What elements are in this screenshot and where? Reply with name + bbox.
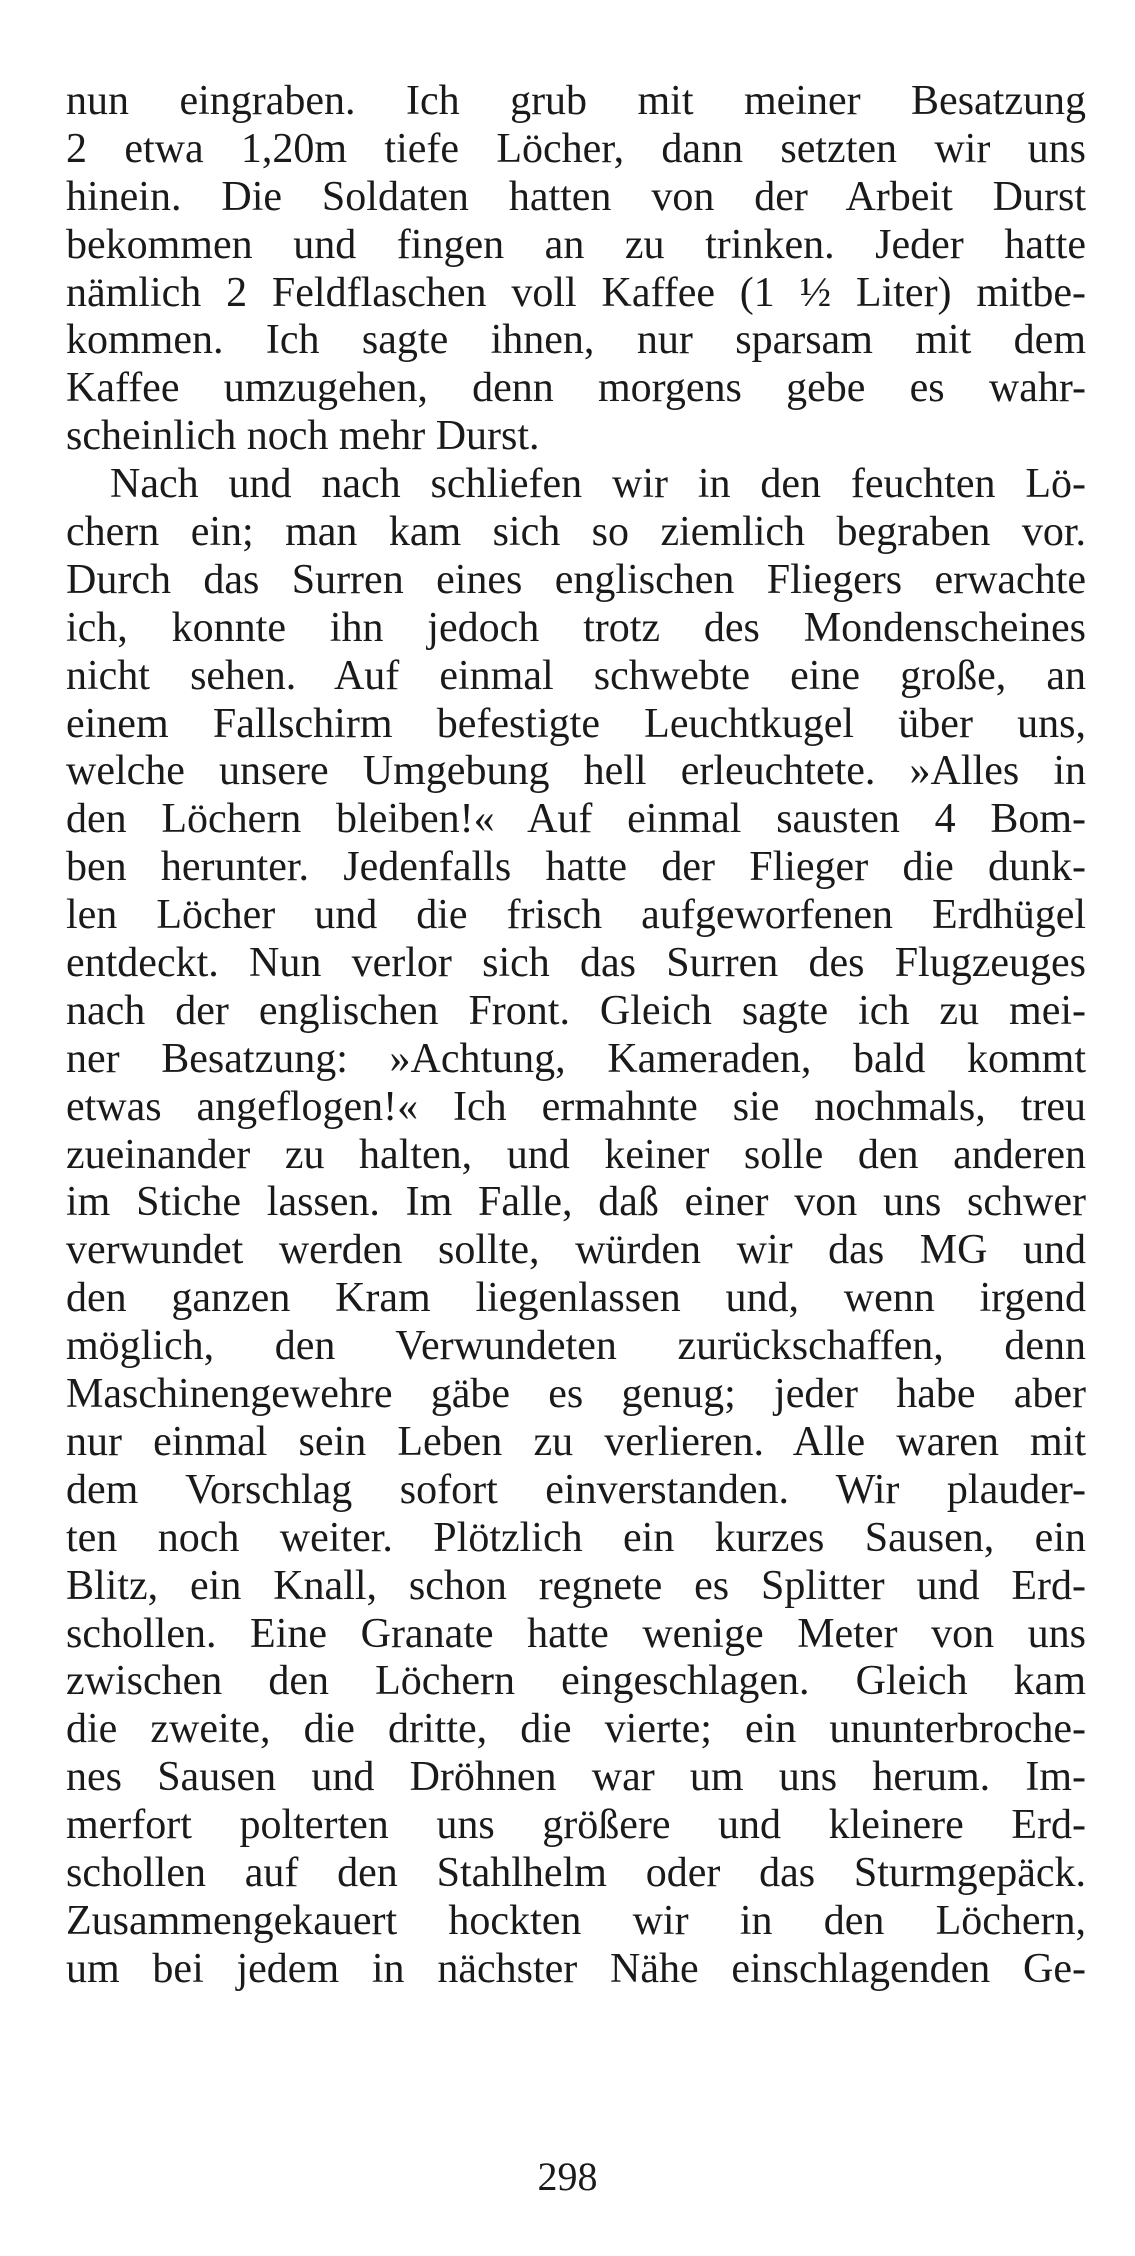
- page-number: 298: [537, 2154, 598, 2199]
- text-line: die zweite, die dritte, die vierte; ein ununterbroche-: [66, 1706, 1086, 1753]
- text-line: Nach und nach schliefen wir in den feuchten Lö-: [110, 461, 1086, 508]
- body-text: [66, 78, 1086, 1994]
- text-line: den Löchern bleiben!« Auf einmal sausten 4 Bom-: [66, 796, 1086, 843]
- text-line: nicht sehen. Auf einmal schwebte eine große, an: [66, 652, 1086, 699]
- text-line: ich, konnte ihn jedoch trotz des Mondenscheines: [66, 604, 1086, 651]
- text-line: ner Besatzung: »Achtung, Kameraden, bald kommt: [66, 1035, 1086, 1082]
- text-line: len Löcher und die frisch aufgeworfenen Erdhügel: [66, 892, 1086, 939]
- text-line: den ganzen Kram liegenlassen und, wenn irgend: [66, 1275, 1086, 1322]
- text-line: Blitz, ein Knall, schon regnete es Splitter und Erd-: [66, 1562, 1086, 1609]
- text-line: Zusammengekauert hockten wir in den Löchern,: [66, 1897, 1086, 1944]
- text-line: um bei jedem in nächster Nähe einschlagenden Ge-: [66, 1945, 1086, 1992]
- text-line: dem Vorschlag sofort einverstanden. Wir plauder-: [66, 1466, 1086, 1513]
- text-line: etwas angeflogen!« Ich ermahnte sie nochmals, treu: [66, 1083, 1086, 1130]
- text-line: nur einmal sein Leben zu verlieren. Alle waren mit: [66, 1418, 1086, 1465]
- text-line: Durch das Surren eines englischen Fliegers erwachte: [66, 556, 1086, 603]
- text-line: nun eingraben. Ich grub mit meiner Besatzung: [66, 78, 1086, 124]
- text-line: welche unsere Umgebung hell erleuchtete. »Alles in: [66, 748, 1086, 795]
- text-line: Kaffee umzugehen, denn morgens gebe es wahr-: [66, 365, 1086, 412]
- text-line: chern ein; man kam sich so ziemlich begraben vor.: [66, 509, 1086, 556]
- text-line: nes Sausen und Dröhnen war um uns herum. Im-: [66, 1754, 1086, 1801]
- text-line: nach der englischen Front. Gleich sagte ich zu mei-: [66, 987, 1086, 1034]
- text-line: kommen. Ich sagte ihnen, nur sparsam mit dem: [66, 317, 1086, 364]
- text-line: schollen auf den Stahlhelm oder das Sturmgepäck.: [66, 1849, 1086, 1896]
- text-line: nämlich 2 Feldflaschen voll Kaffee (1 ½ Liter) mitbe-: [66, 269, 1086, 316]
- text-line: hinein. Die Soldaten hatten von der Arbeit Durst: [66, 173, 1086, 220]
- text-line: entdeckt. Nun verlor sich das Surren des Flugzeuges: [66, 940, 1086, 987]
- text-line: zueinander zu halten, und keiner solle den anderen: [66, 1131, 1086, 1178]
- text-line: scheinlich noch mehr Durst.: [66, 413, 540, 460]
- text-line: schollen. Eine Granate hatte wenige Meter von uns: [66, 1610, 1086, 1657]
- text-line: möglich, den Verwundeten zurückschaffen, denn: [66, 1323, 1086, 1370]
- text-line: zwischen den Löchern eingeschlagen. Gleich kam: [66, 1658, 1086, 1705]
- text-line: Maschinengewehre gäbe es genug; jeder habe aber: [66, 1371, 1086, 1418]
- text-line: ben herunter. Jedenfalls hatte der Flieger die dunk-: [66, 844, 1086, 891]
- text-line: 2 etwa 1,20m tiefe Löcher, dann setzten wir uns: [66, 125, 1086, 172]
- text-line: ten noch weiter. Plötzlich ein kurzes Sausen, ein: [66, 1514, 1086, 1561]
- text-line: merfort polterten uns größere und kleinere Erd-: [66, 1802, 1086, 1849]
- text-line: im Stiche lassen. Im Falle, daß einer von uns schwer: [66, 1179, 1086, 1226]
- text-line: bekommen und fingen an zu trinken. Jeder hatte: [66, 221, 1086, 268]
- text-line: verwundet werden sollte, würden wir das MG und: [66, 1227, 1086, 1274]
- text-line: einem Fallschirm befestigte Leuchtkugel über uns,: [66, 700, 1086, 747]
